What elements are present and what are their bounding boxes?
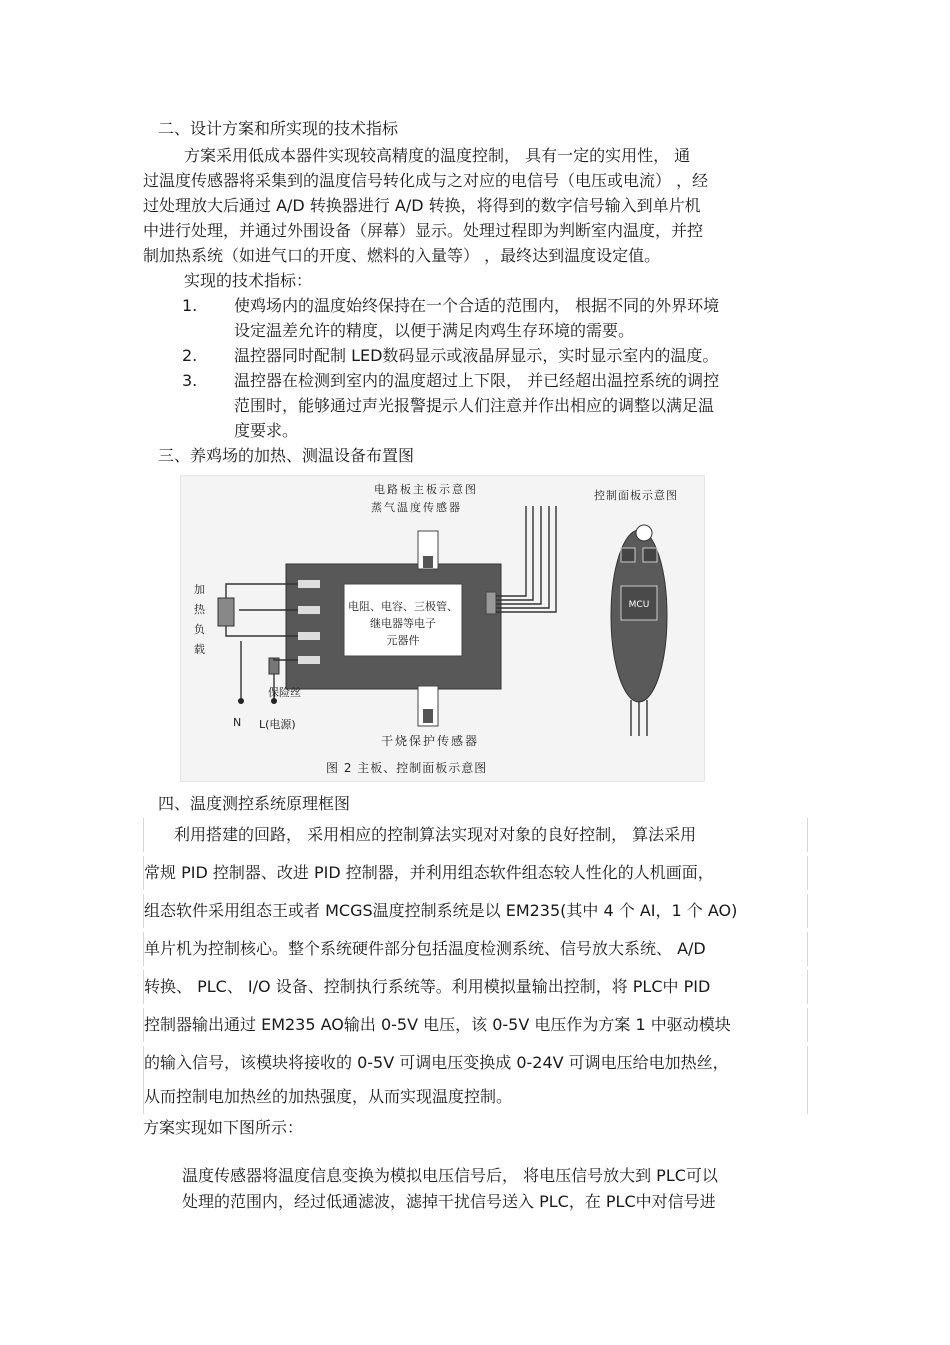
panel-button-left [621,548,635,562]
section-2-heading: 二、设计方案和所实现的技术指标 [158,119,399,138]
list-item-line: 设定温差允许的精度，以便于满足肉鸡生存环境的需要。 [234,321,635,340]
panel-knob [636,525,652,541]
heat-load-label-1: 加 [194,583,205,596]
terminal-n [238,698,244,704]
list-item-line: 使鸡场内的温度始终保持在一个合适的范围内， 根据不同的外界环境 [234,296,720,315]
boxed-paragraph-line: 常规 PID 控制器、改进 PID 控制器，并利用组态软件组态较人性化的人机画面， [143,856,808,890]
heating-load [218,598,234,626]
steam-sensor-label: 蒸气温度传感器 [371,501,462,514]
board-title-label: 电路板主板示意图 [374,483,478,496]
terminal-l-label: L(电源) [259,718,296,731]
figure-caption: 图 2 主板、控制面板示意图 [326,761,488,775]
boxed-paragraph-line: 单片机为控制核心。整个系统硬件部分包括温度检测系统、信号放大系统、 A/D [143,932,808,966]
component-label-3: 元器件 [386,634,420,647]
dry-burn-sensor-probe [423,709,433,723]
list-number: 1. [182,296,198,315]
list-item-line: 度要求。 [234,421,299,440]
section-4-heading: 四、温度测控系统原理框图 [158,794,351,813]
final-paragraph-line: 温度传感器将温度信息变换为模拟电压信号后， 将电压信号放大到 PLC可以 [182,1166,718,1185]
heat-load-label-2: 热 [194,603,205,616]
paragraph-line: 过处理放大后通过 A/D 转换器进行 A/D 转换，将得到的数字信号输入到单片机 [143,196,701,215]
board-pin [298,632,320,640]
paragraph-line: 过温度传感器将采集到的温度信号转化成与之对应的电信号（电压或电流） ，经 [143,171,709,190]
boxed-paragraph-line: 组态软件采用组态王或者 MCGS温度控制系统是以 EM235(其中 4 个 AI，1 个 AO) [143,894,808,928]
boxed-paragraph-line: 利用搭建的回路， 采用相应的控制算法实现对对象的良好控制， 算法采用 [143,818,808,852]
boxed-paragraph-line: 的输入信号，该模块将接收的 0-5V 可调电压变换成 0-24V 可调电压给电加热丝， [143,1046,808,1080]
boxed-paragraph-line: 转换、 PLC、 I/O 设备、控制执行系统等。利用模拟量输出控制，将 PLC中 PID [143,970,808,1004]
boxed-paragraph-line: 控制器输出通过 EM235 AO输出 0-5V 电压，该 0-5V 电压作为方案 1 中驱动模块 [143,1008,808,1042]
board-pin [298,580,320,588]
component-label-1: 电阻、电容、三极管、 [348,600,458,613]
board-pin [298,606,320,614]
list-number: 2. [182,346,198,365]
indicators-label: 实现的技术指标： [184,271,313,290]
section-3-heading: 三、养鸡场的加热、测温设备布置图 [158,446,415,465]
list-item-line: 温控器在检测到室内的温度超过上下限， 并已经超出温控系统的调控 [234,371,720,390]
steam-sensor-probe [423,556,433,568]
board-pin [298,656,320,664]
scheme-label: 方案实现如下图所示： [143,1118,304,1137]
panel-button-right [643,548,657,562]
heat-load-label-3: 负 [194,623,205,636]
dry-burn-sensor-label: 干烧保护传感器 [381,734,480,748]
list-item-line: 温控器同时配制 LED数码显示或液晶屏显示，实时显示室内的温度。 [234,346,719,365]
component-label-2: 继电器等电子 [370,617,436,630]
board-diagram-figure [180,475,705,782]
heat-load-label-4: 载 [194,643,205,656]
fuse-label: 保险丝 [268,686,301,699]
paragraph-line: 中进行处理，并通过外围设备（屏幕）显示。处理过程即为判断室内温度，并控 [143,221,704,240]
board-connector [486,592,496,614]
paragraph-line: 方案采用低成本器件实现较高精度的温度控制， 具有一定的实用性， 通 [184,146,691,165]
mcu-label: MCU [628,600,650,610]
paragraph-line: 制加热系统（如进气口的开度、燃料的入量等） ，最终达到温度设定值。 [143,246,661,265]
list-number: 3. [182,371,198,390]
terminal-n-label: N [233,716,242,729]
panel-leads [631,700,647,736]
boxed-paragraph-line: 从而控制电加热丝的加热强度，从而实现温度控制。 [143,1080,808,1114]
list-item-line: 范围时，能够通过声光报警提示人们注意并作出相应的调整以满足温 [234,396,715,415]
panel-title-label: 控制面板示意图 [594,489,678,502]
final-paragraph-line: 处理的范围内，经过低通滤波，滤掉干扰信号送入 PLC，在 PLC中对信号进 [182,1192,716,1211]
